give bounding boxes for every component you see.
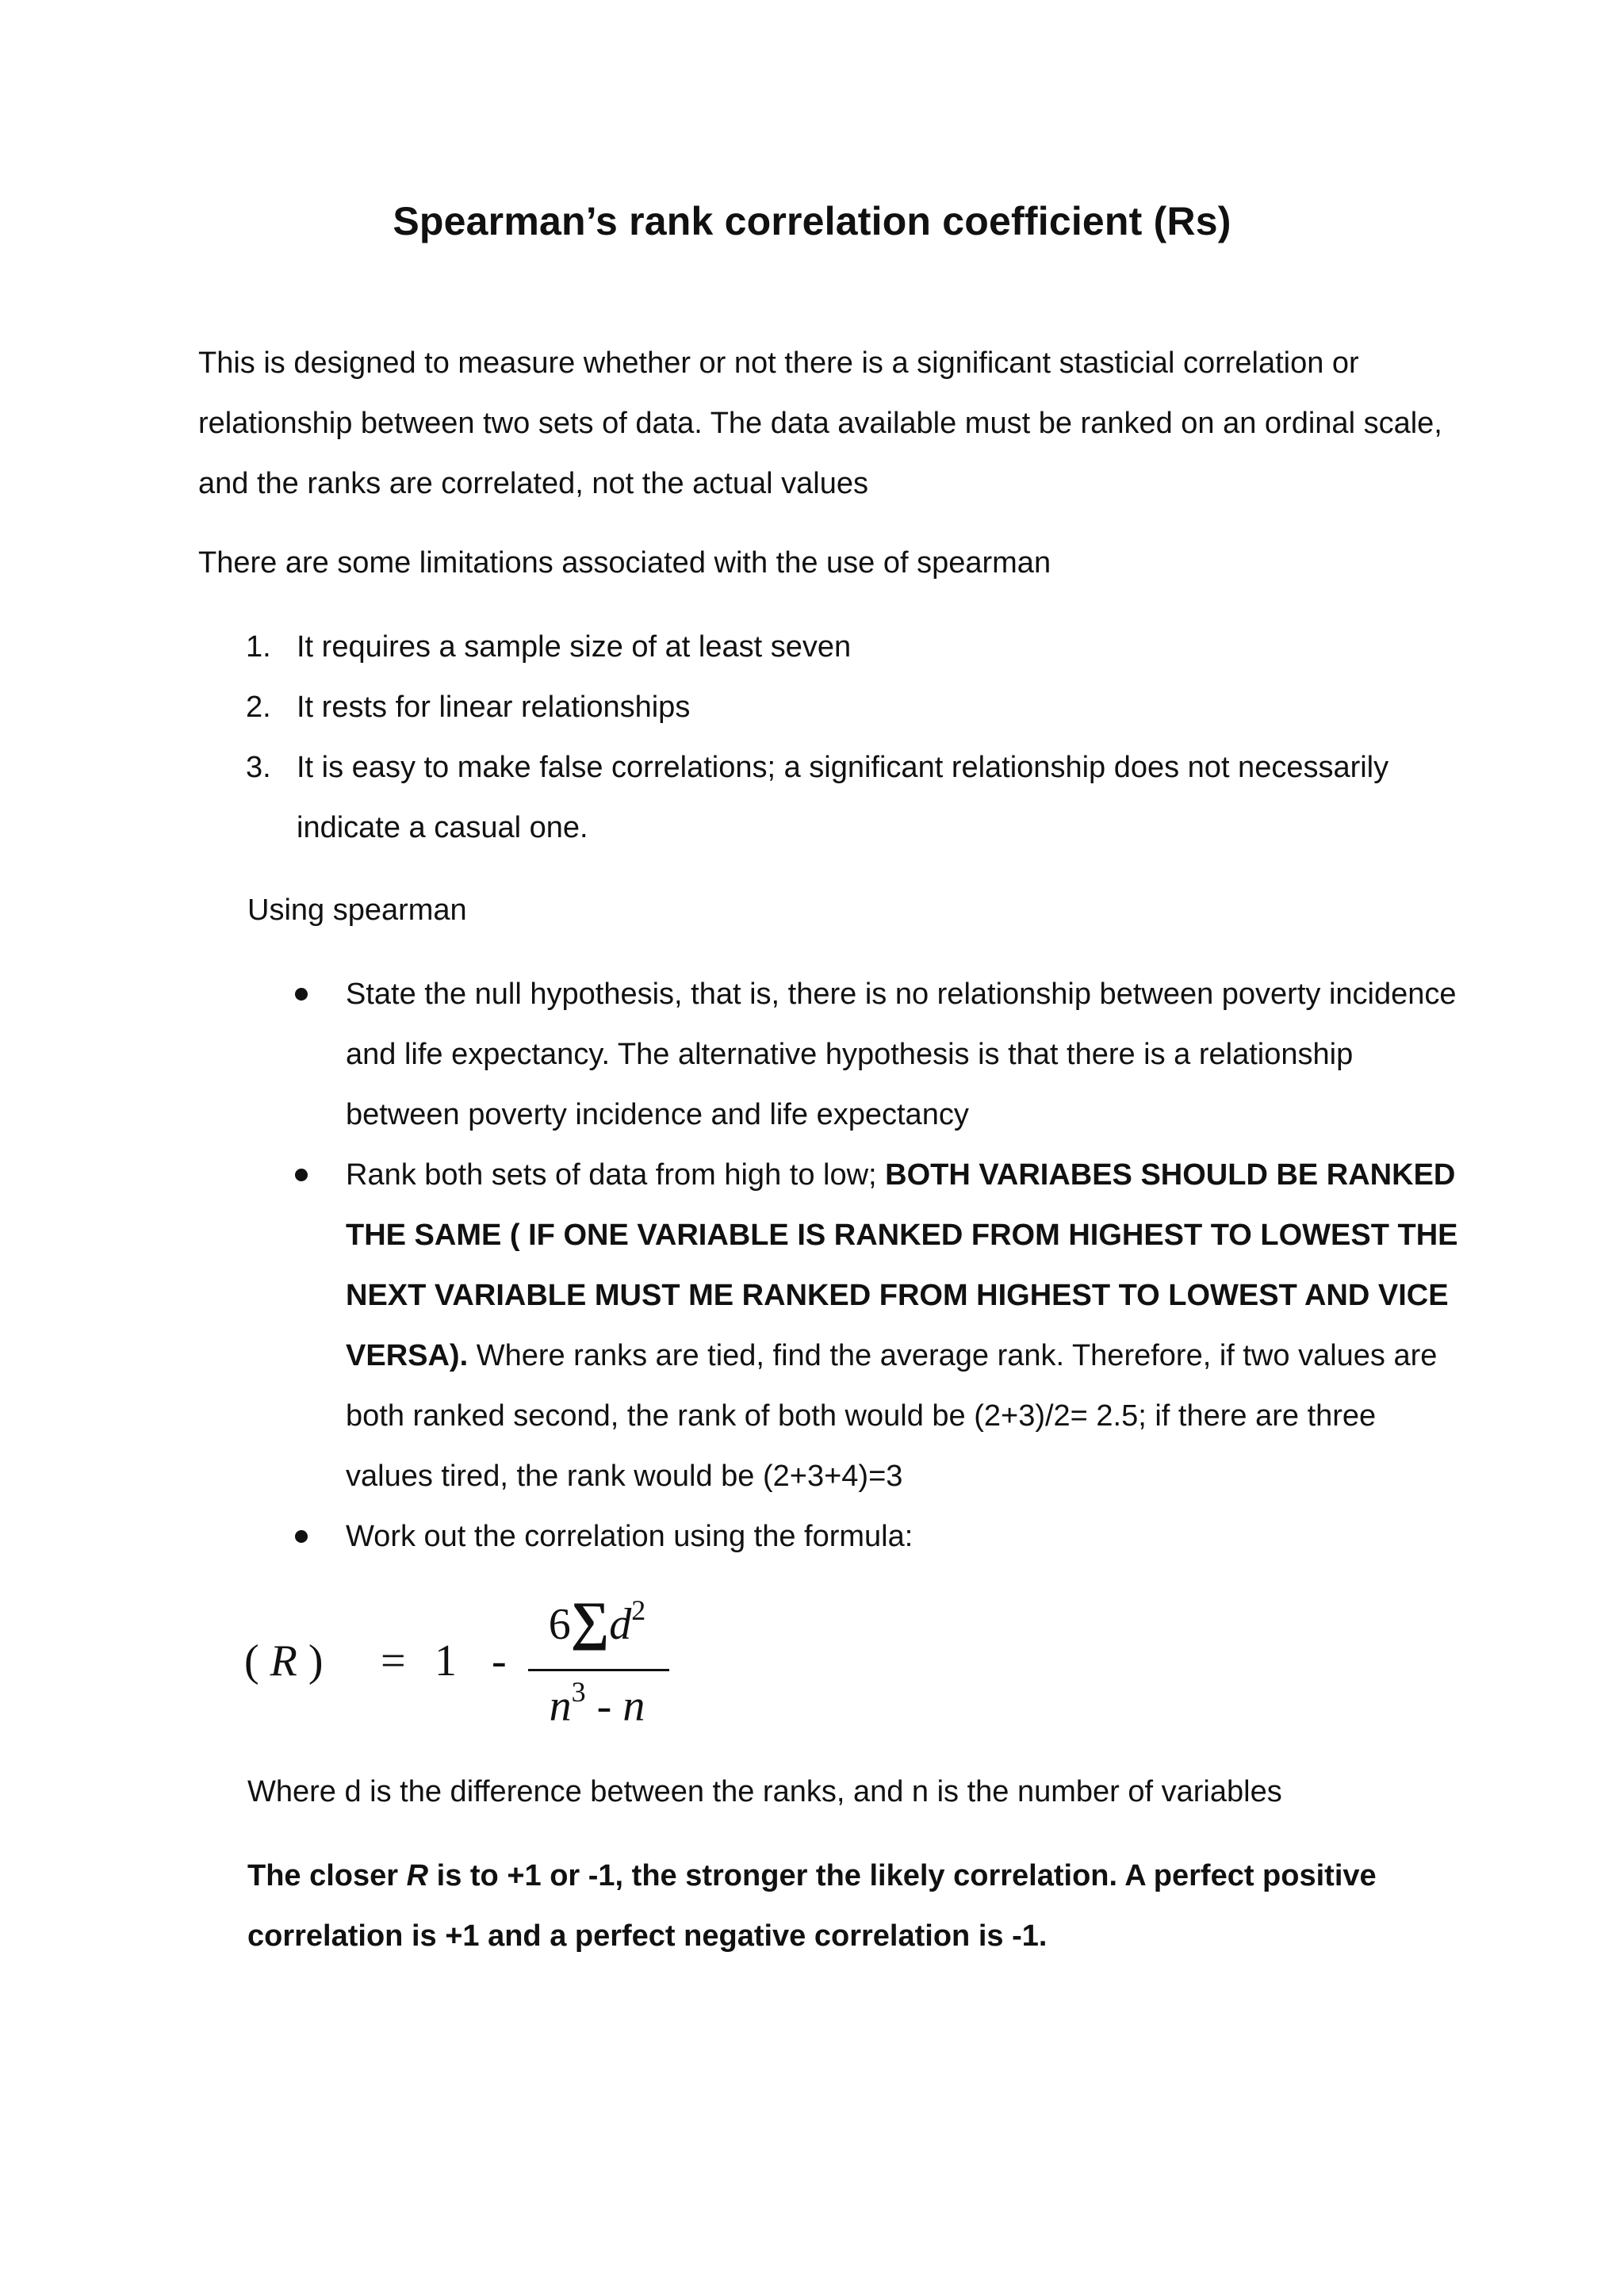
step-bullet [295, 1506, 1469, 1567]
where-text: Where d is the difference between the ranks, and n is the number of variables [247, 1775, 1282, 1808]
intro-paragraph: This is designed to measure whether or not there is a significant stasticial correlation or relationship between two sets of data. The data available must be ranked on an ordinal scale, and the ranks are correlated, not the actual values [198, 346, 1442, 500]
limitation-item [246, 737, 1451, 858]
list-number: 1. [246, 630, 271, 664]
step-tail: Where ranks are tied, find the average rank. Therefore, if two values are both ranked second, the rank of both would be (2+3)/2= 2.5; if there are three values tired, the rank would be (2+3+4)=3 [346, 1339, 1438, 1493]
sigma-icon: ∑ [570, 1590, 610, 1651]
limitations-intro: There are some limitations associated with the use of spearman [198, 546, 1051, 580]
formula-equals: = [381, 1636, 406, 1686]
list-number: 2. [246, 691, 271, 724]
formula-denominator: $n^3$ - n [549, 1676, 645, 1731]
step-text: State the null hypothesis, that is, there is no relationship between poverty incidence and life expectancy. The alternative hypothesis is that there is a relationship between poverty incidence and life expectancy [346, 978, 1457, 1131]
step-text: Work out the correlation using the formula: [346, 1520, 914, 1553]
step-emphasis: BOTH VARIABES SHOULD BE RANKED THE SAME ( IF ONE VARIABLE IS RANKED FROM HIGHEST TO LOWEST THE NEXT VARIABLE MUST ME RANKED FROM HIGHEST TO LOWEST AND VICE VERSA). [346, 1158, 1458, 1372]
list-text: It requires a sample size of at least seven [297, 630, 852, 664]
bullet-icon [295, 1169, 308, 1181]
list-text: It rests for linear relationships [297, 691, 691, 724]
fraction-bar [528, 1669, 669, 1671]
step-lead: Rank both sets of data from high to low; [346, 1158, 886, 1192]
step-text [346, 1145, 1469, 1506]
conclusion-text: The closer R is to +1 or -1, the stronger the likely correlation. A perfect positive correlation is +1 and a perfect negative correlation is -1. [247, 1859, 1377, 1953]
limitation-item [246, 677, 1451, 737]
list-number: 3. [246, 751, 271, 784]
page-title: Spearman’s rank correlation coefficient (Rs) [393, 199, 1231, 243]
formula-minus: - [492, 1636, 507, 1686]
step-bullet [295, 964, 1469, 1145]
list-text: It is easy to make false correlations; a significant relationship does not necessarily indicate a casual one. [297, 751, 1389, 844]
step-bullet [295, 1145, 1469, 1506]
spearman-formula [238, 1590, 698, 1732]
bullet-icon [295, 1530, 308, 1543]
limitation-item [246, 617, 1451, 677]
formula-lhs: ( R ) [244, 1636, 324, 1686]
using-heading: Using spearman [247, 894, 467, 927]
bullet-icon [295, 988, 308, 1001]
formula-one: 1 [435, 1636, 457, 1686]
formula-numerator: $6\sum d^2$ [548, 1590, 646, 1651]
